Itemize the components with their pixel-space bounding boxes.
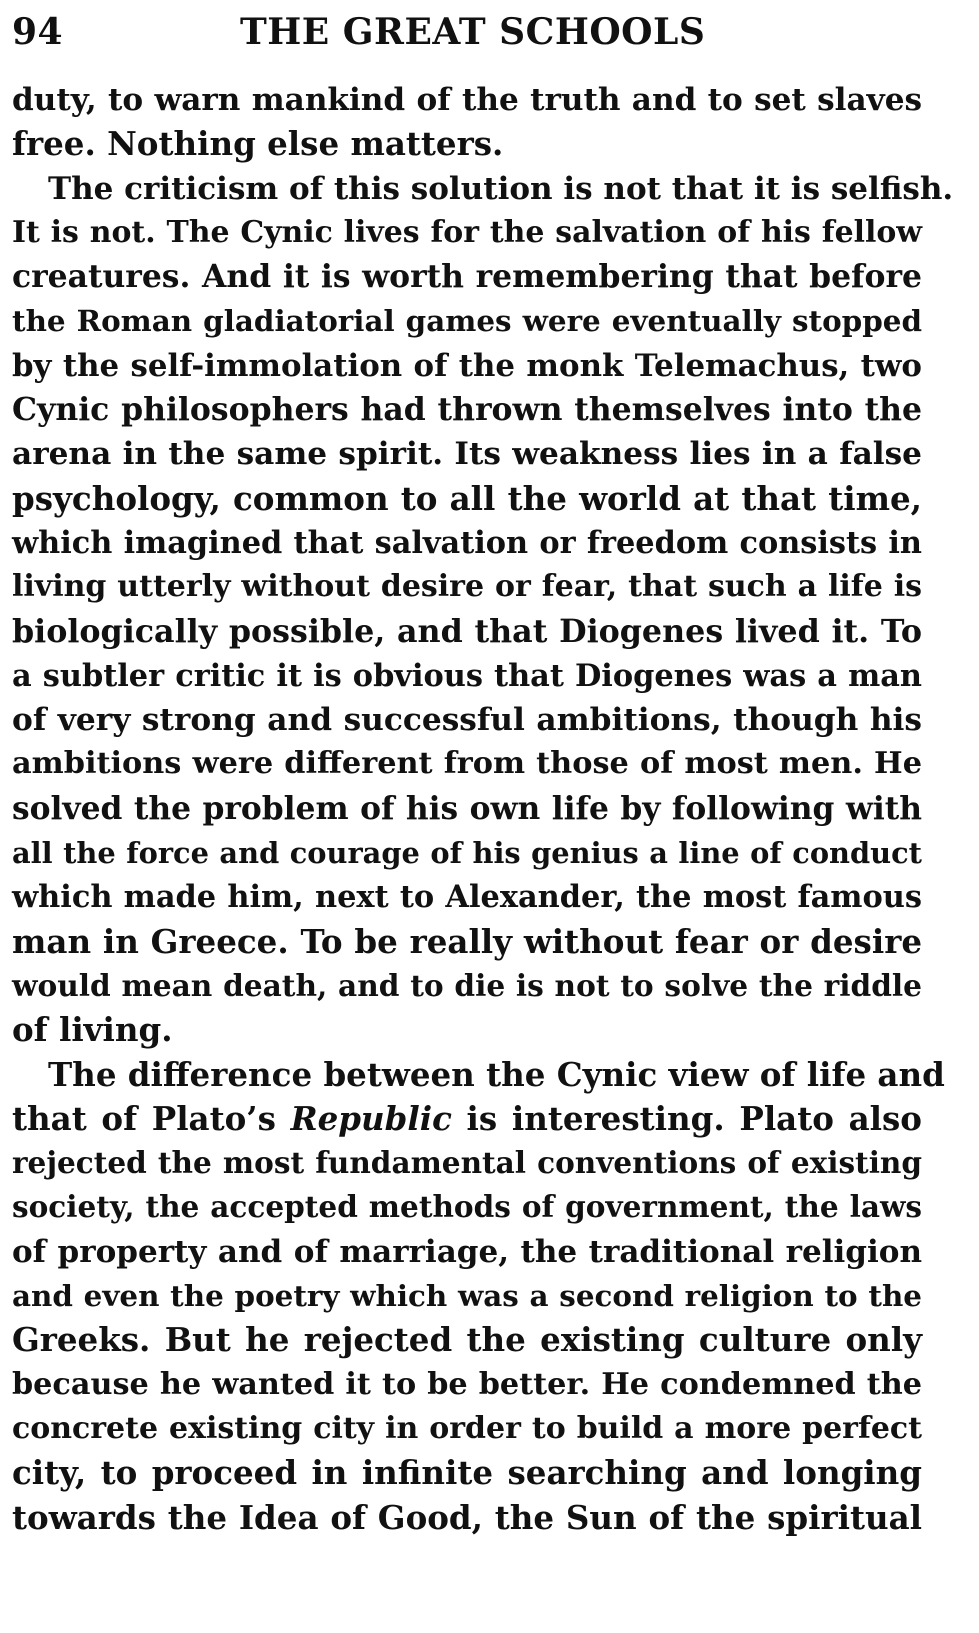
text-line: ambitions were different from those of most men. He <box>12 746 922 782</box>
text-line: Greeks. But he rejected the existing culture only <box>12 1320 922 1360</box>
paragraph <box>12 1053 945 1540</box>
text-line: and even the poetry which was a second religion to the <box>12 1278 922 1314</box>
text-line: psychology, common to all the world at that time, <box>12 478 922 518</box>
text-line: solved the problem of his own life by following with <box>12 790 922 827</box>
running-head-title: THE GREAT SCHOOLS <box>240 11 706 53</box>
text-line: The criticism of this solution is not that it is selfish. <box>48 170 954 207</box>
text-line: of living. <box>12 1010 173 1050</box>
paragraph <box>12 167 954 1053</box>
text-line: because he wanted it to be better. He condemned the <box>12 1366 922 1402</box>
text-line: the Roman gladiatorial games were eventually stopped <box>12 303 922 339</box>
text-line: of property and of marriage, the traditional religion <box>12 1233 922 1270</box>
text-segment: is interesting. Plato also <box>451 1098 922 1138</box>
text-line: of very strong and successful ambitions, though his <box>12 702 922 739</box>
text-line: by the self-immolation of the monk Telemachus, two <box>12 347 922 384</box>
text-line: creatures. And it is worth remembering that before <box>12 259 922 296</box>
text-line: all the force and courage of his genius a line of conduct <box>12 836 922 871</box>
text-line: which made him, next to Alexander, the most famous <box>12 879 922 916</box>
text-line: arena in the same spirit. Its weakness lies in a false <box>12 436 922 473</box>
book-title-italic: Republic <box>290 1098 452 1138</box>
text-line: free. Nothing else matters. <box>12 124 504 164</box>
text-line: living utterly without desire or fear, that such a life is <box>12 569 922 605</box>
text-segment: that of Plato’s <box>12 1098 291 1138</box>
page-number: 94 <box>12 11 64 53</box>
running-head <box>12 4 922 60</box>
text-line: a subtler critic it is obvious that Diogenes was a man <box>12 657 922 694</box>
text-line <box>12 1097 922 1141</box>
text-line: city, to proceed in infinite searching and longing <box>12 1453 922 1493</box>
text-line: society, the accepted methods of government, the laws <box>12 1189 922 1225</box>
body-text <box>12 78 954 1540</box>
text-line: concrete existing city in order to build a more perfect <box>12 1410 922 1446</box>
text-line: The difference between the Cynic view of life and <box>48 1054 945 1094</box>
text-line: man in Greece. To be really without fear or desire <box>12 921 922 961</box>
text-line: duty, to warn mankind of the truth and to set slaves <box>12 82 922 118</box>
text-line: would mean death, and to die is not to solve the riddle <box>12 967 922 1003</box>
text-line: Cynic philosophers had thrown themselves into the <box>12 391 922 429</box>
text-line: biologically possible, and that Diogenes lived it. To <box>12 612 922 650</box>
text-line: towards the Idea of Good, the Sun of the spiritual <box>12 1497 922 1537</box>
text-line: rejected the most fundamental conventions of existing <box>12 1145 922 1181</box>
paragraph <box>12 78 922 167</box>
text-line: It is not. The Cynic lives for the salvation of his fellow <box>12 214 922 250</box>
text-line: which imagined that salvation or freedom consists in <box>12 524 922 561</box>
